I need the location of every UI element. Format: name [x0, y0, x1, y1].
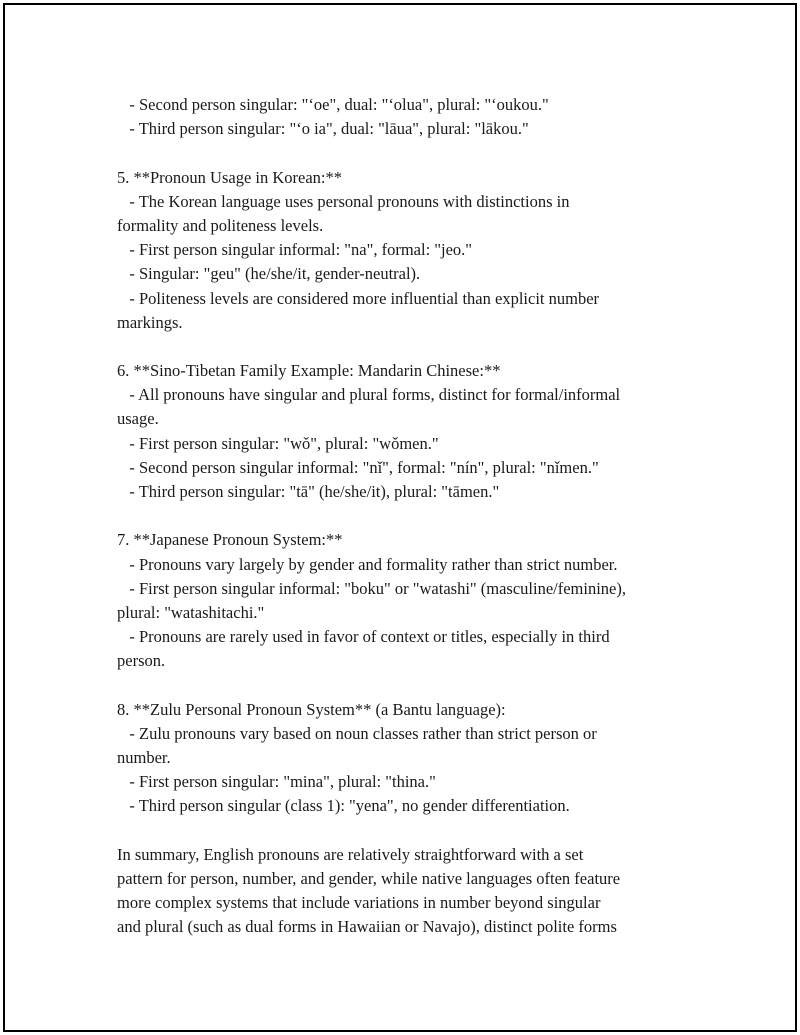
- document-line: person.: [117, 651, 166, 671]
- document-line: - Pronouns vary largely by gender and formality rather than strict number.: [117, 554, 618, 574]
- blank-line: [117, 335, 717, 359]
- document-line: - Zulu pronouns vary based on noun classes rather than strict person or: [117, 723, 597, 743]
- document-line: formality and politeness levels.: [117, 215, 324, 235]
- document-line: - First person singular informal: "na", formal: "jeo.": [117, 240, 473, 260]
- document-line: 5. **Pronoun Usage in Korean:**: [117, 167, 343, 187]
- document-line: plural: "watashitachi.": [117, 602, 265, 622]
- document-line: - Third person singular (class 1): "yena", no gender differentiation.: [117, 796, 570, 816]
- document-line: number.: [117, 748, 171, 768]
- document-line: - Third person singular: "ʻo ia", dual: "lāua", plural: "lākou.": [117, 119, 529, 139]
- document-line: 8. **Zulu Personal Pronoun System** (a Bantu language):: [117, 699, 506, 719]
- document-line: more complex systems that include variations in number beyond singular: [117, 893, 601, 913]
- document-line: markings.: [117, 312, 183, 332]
- document-line: - Second person singular informal: "nǐ", formal: "nín", plural: "nǐmen.": [117, 457, 599, 477]
- document-line: - Politeness levels are considered more influential than explicit number: [117, 288, 600, 308]
- document-line: pattern for person, number, and gender, while native languages often feature: [117, 869, 621, 888]
- blank-line: [117, 819, 717, 843]
- blank-line: [117, 504, 717, 528]
- document-line: - All pronouns have singular and plural forms, distinct for formal/informal: [117, 385, 621, 405]
- document-line: - First person singular informal: "boku" or "watashi" (masculine/feminine),: [117, 578, 627, 598]
- document-body: [117, 93, 717, 940]
- document-line: and plural (such as dual forms in Hawaiian or Navajo), distinct polite forms: [117, 917, 617, 937]
- document-line: usage.: [117, 409, 159, 429]
- blank-line: [117, 141, 717, 165]
- document-line: 6. **Sino-Tibetan Family Example: Mandarin Chinese:**: [117, 361, 501, 381]
- document-line: - Third person singular: "tā" (he/she/it), plural: "tāmen.": [117, 482, 500, 501]
- document-line: In summary, English pronouns are relatively straightforward with a set: [117, 844, 584, 864]
- document-line: 7. **Japanese Pronoun System:**: [117, 530, 343, 550]
- document-line: - Second person singular: "ʻoe", dual: "ʻolua", plural: "ʻoukou.": [117, 95, 549, 114]
- document-line: - First person singular: "mina", plural: "thina.": [117, 772, 436, 792]
- document-line: - The Korean language uses personal pronouns with distinctions in: [117, 191, 570, 211]
- document-line: - First person singular: "wǒ", plural: "wǒmen.": [117, 433, 439, 453]
- document-line: - Singular: "geu" (he/she/it, gender-neutral).: [117, 264, 421, 284]
- document-line: - Pronouns are rarely used in favor of context or titles, especially in third: [117, 627, 610, 647]
- blank-line: [117, 674, 717, 698]
